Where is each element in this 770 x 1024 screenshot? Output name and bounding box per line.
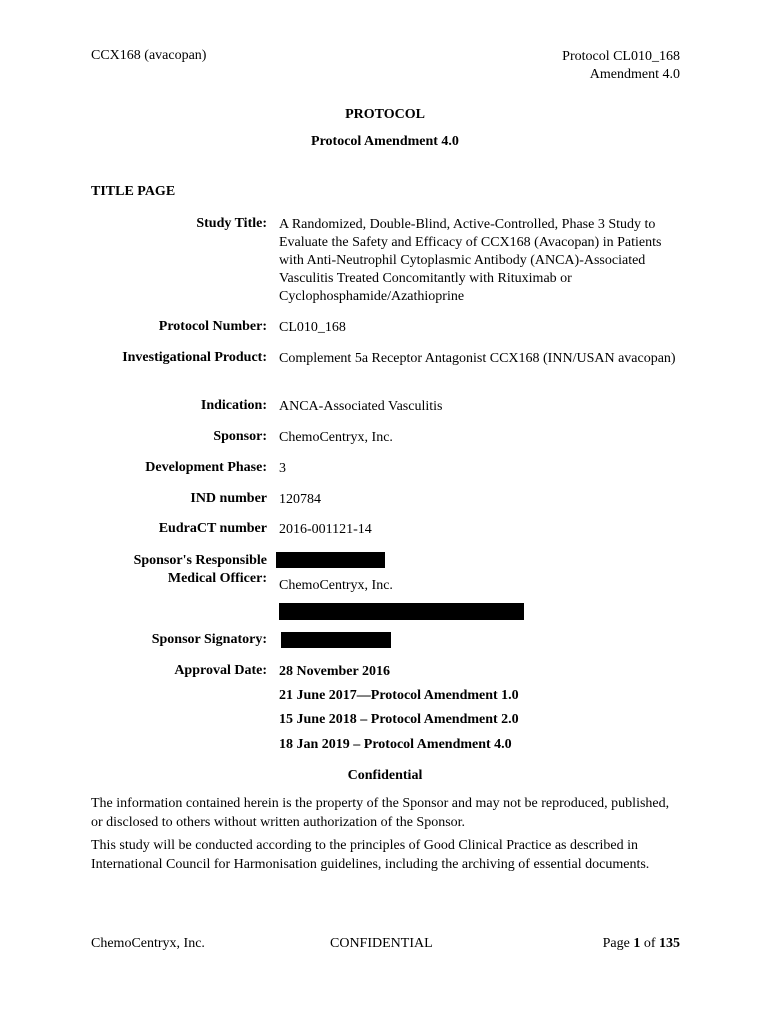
approval-date-amendment-4: 18 Jan 2019 – Protocol Amendment 4.0 [279, 737, 512, 752]
document-subheading: Protocol Amendment 4.0 [311, 134, 459, 149]
page-total: 135 [659, 936, 680, 951]
header-right [562, 48, 680, 84]
development-phase-value: 3 [279, 461, 286, 476]
title-page-heading: TITLE PAGE [91, 184, 176, 199]
protocol-number-value: CL010_168 [279, 320, 346, 335]
header-protocol-number: Protocol CL010_168 [562, 49, 680, 64]
confidentiality-paragraph: The information contained herein is the property of the Sponsor and may not be reproduced, published, or disclosed to others without written authorization of the Sponsor. [91, 796, 670, 830]
page-of: of [640, 936, 659, 951]
page-prefix: Page [602, 936, 634, 951]
responsible-officer-label-line1: Sponsor's Responsible [133, 553, 267, 568]
ind-number-value: 120784 [279, 492, 321, 507]
responsible-officer-label-line2: Medical Officer: [167, 571, 267, 586]
confidential-heading: Confidential [347, 768, 423, 783]
footer-company: ChemoCentryx, Inc. [91, 936, 205, 951]
header-left: CCX168 (avacopan) [91, 48, 207, 63]
study-title-value: A Randomized, Double-Blind, Active-Controlled, Phase 3 Study to Evaluate the Safety and Efficacy of CCX168 (Avacopan) in Patients with Anti-Neutrophil Cytoplasmic Antibody (ANCA)-Associated Vasculitis Treated Concomitantly with Rituximab or Cyclophosphamide/Azathioprine [279, 217, 662, 304]
study-title-label: Study Title: [196, 216, 267, 231]
investigational-product-label: Investigational Product: [122, 350, 267, 365]
approval-date-label: Approval Date: [174, 663, 267, 678]
footer-page-number [603, 936, 680, 952]
indication-value: ANCA-Associated Vasculitis [279, 399, 443, 414]
protocol-number-label: Protocol Number: [158, 319, 267, 334]
investigational-product-value: Complement 5a Receptor Antagonist CCX168 (INN/USAN avacopan) [279, 351, 676, 366]
responsible-officer-label [134, 552, 267, 588]
ind-number-label: IND number [190, 491, 267, 506]
approval-date-amendment-2: 15 June 2018 – Protocol Amendment 2.0 [279, 712, 519, 727]
development-phase-label: Development Phase: [145, 460, 267, 475]
sponsor-signatory-label: Sponsor Signatory: [151, 632, 267, 647]
page-current: 1 [633, 936, 641, 951]
redaction-bar-signatory [281, 632, 391, 648]
sponsor-label: Sponsor: [213, 429, 267, 444]
approval-date-original: 28 November 2016 [279, 664, 390, 679]
eudract-number-value: 2016-001121-14 [279, 522, 372, 537]
redaction-bar-officer-address [279, 603, 524, 620]
document-heading: PROTOCOL [345, 107, 425, 122]
gcp-paragraph: This study will be conducted according to the principles of Good Clinical Practice as described in International Council for Harmonisation guidelines, including the archiving of essential documents. [91, 838, 650, 872]
footer-confidential: CONFIDENTIAL [330, 936, 433, 951]
approval-date-amendment-1: 21 June 2017—Protocol Amendment 1.0 [279, 688, 519, 703]
redaction-bar-officer-name [276, 552, 385, 568]
indication-label: Indication: [200, 398, 267, 413]
sponsor-value: ChemoCentryx, Inc. [279, 430, 393, 445]
header-amendment: Amendment 4.0 [589, 67, 680, 82]
eudract-number-label: EudraCT number [158, 521, 267, 536]
responsible-officer-company: ChemoCentryx, Inc. [279, 578, 393, 593]
